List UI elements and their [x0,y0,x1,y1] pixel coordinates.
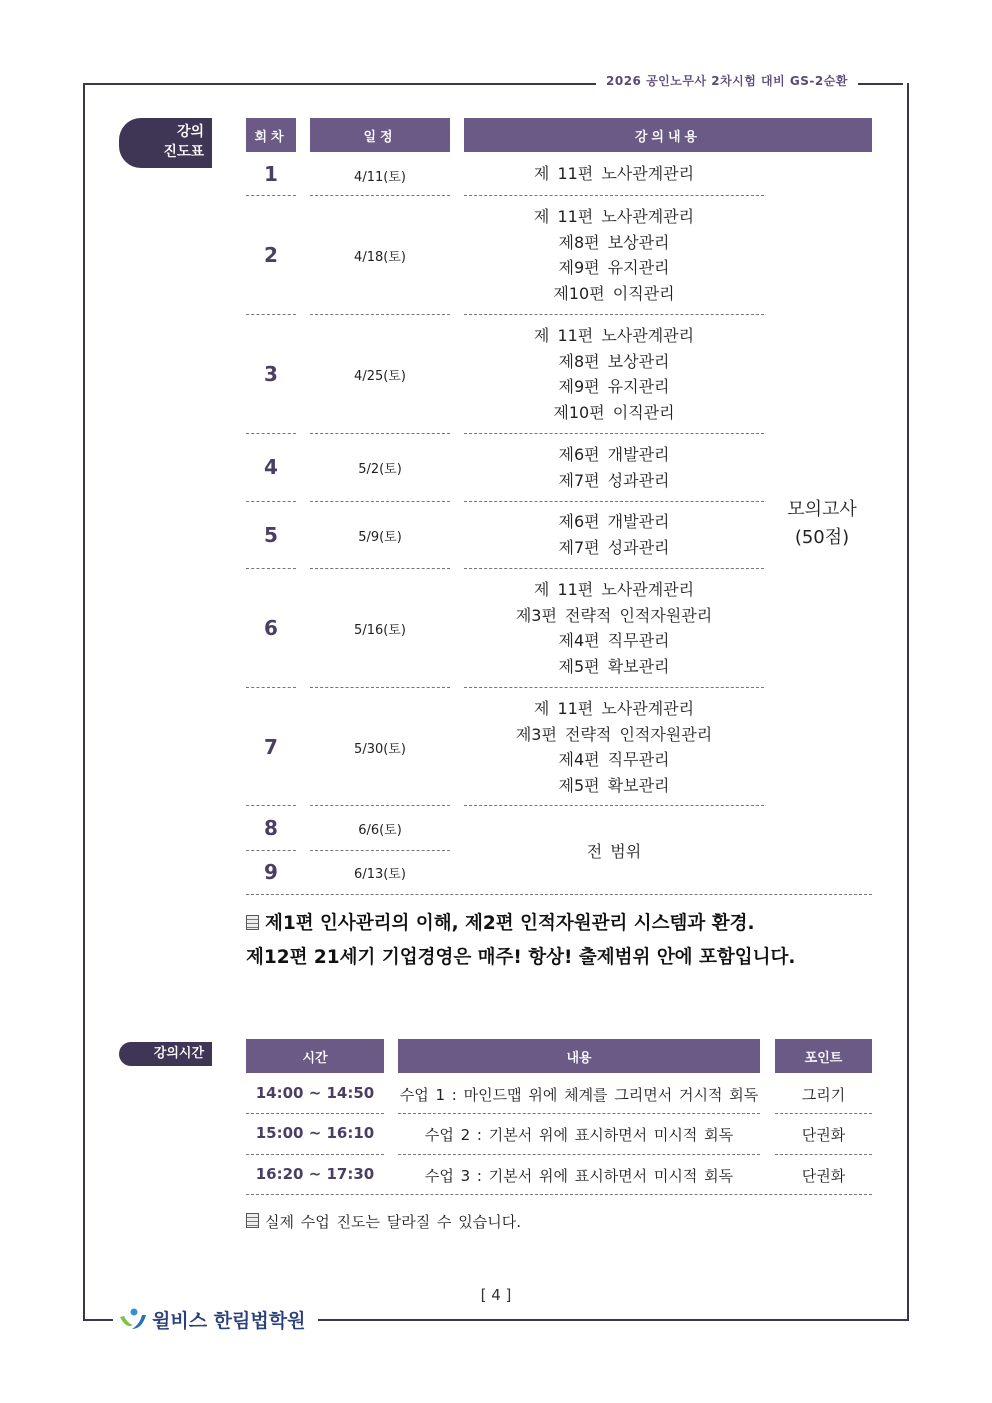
content-line: 제4편 직무관리 [558,750,670,769]
content-line: 제6편 개발관리 [558,445,670,464]
frame-right-border [907,83,909,1320]
content-line: 제10편 이직관리 [553,283,675,303]
row-divider [246,195,296,196]
row-divider [246,687,296,688]
lecture-date: 5/9(토) [358,530,402,545]
logo-mark-icon [118,1307,148,1333]
notice-text1: 제1편 인사관리의 이해, 제2편 인적자원관리 시스템과 환경. [265,913,755,934]
memo-icon [246,1213,259,1228]
timetable-section-tab: 강의시간 [119,1042,212,1066]
lecture-content [464,323,764,425]
page-number: [ 4 ] [480,1286,512,1304]
row-divider [464,314,764,315]
round-number: 3 [264,362,278,386]
col-header-content: 강의내용 [464,118,872,152]
lecture-content [464,204,764,306]
content-line: 제 11편 노사관계관리 [533,580,695,599]
row-divider [310,805,450,806]
notice-line1 [246,909,754,935]
class-content: 수업 2 : 기본서 위에 표시하면서 미시적 회독 [424,1126,734,1144]
lecture-content [464,161,764,187]
row-divider [246,1154,384,1155]
header-title: 2026 공인노무사 2차시험 대비 GS-2순환 [596,72,858,89]
class-point: 단권화 [801,1167,846,1185]
row-divider [398,1113,760,1114]
timetable-bottom-divider [246,1194,872,1195]
class-point: 그리기 [801,1086,846,1104]
schedule-tab-line1: 강의 [176,124,204,140]
mock-exam-line1: 모의고사 [787,499,857,520]
row-divider [464,687,764,688]
round-number: 7 [264,735,278,759]
frame-bottom-border [318,1319,909,1321]
content-line: 제9편 유지관리 [558,377,670,396]
row-divider [398,1154,760,1155]
row-divider [310,195,450,196]
lecture-date: 5/16(토) [354,623,406,638]
row-divider [464,805,764,806]
class-content: 수업 1 : 마인드맵 위에 체계를 그리면서 거시적 회독 [399,1086,759,1104]
round-number: 6 [264,616,278,640]
row-divider [775,1113,872,1114]
class-time: 14:00 ~ 14:50 [255,1084,375,1102]
content-line: 제8편 보상관리 [558,232,670,252]
row-divider [310,568,450,569]
content-line: 제9편 유지관리 [558,258,670,277]
row-divider [310,501,450,502]
memo-icon [246,915,259,930]
col-header-point: 포인트 [775,1039,872,1073]
round-number: 5 [264,523,278,547]
row-divider [310,433,450,434]
content-line: 제3편 전략적 인적자원관리 [515,605,713,625]
row-divider [464,568,764,569]
lecture-content [464,442,764,493]
round-number: 4 [264,455,278,479]
lecture-content [464,696,764,798]
content-line: 제 11편 노사관계관리 [533,699,695,718]
merged-content-full-range: 전 범위 [586,842,642,861]
row-divider [775,1154,872,1155]
progress-footnote [246,1211,521,1232]
content-line: 제 11편 노사관계관리 [533,207,695,226]
row-divider [246,1113,384,1114]
content-line: 제4편 직무관리 [558,631,670,650]
round-number: 9 [264,860,278,884]
logo-text: 윌비스 한림법학원 [152,1310,306,1332]
content-line: 제 11편 노사관계관리 [533,164,695,183]
col-header-class-content: 내용 [398,1039,760,1073]
round-number: 8 [264,816,278,840]
row-divider [246,501,296,502]
schedule-section-tab [119,118,212,168]
mock-exam-line2: (50점) [794,527,850,548]
row-divider [246,568,296,569]
content-line: 제5편 확보관리 [558,775,670,795]
class-point: 단권화 [801,1126,846,1144]
lecture-content [464,509,764,560]
content-line: 제7편 성과관리 [558,537,670,557]
row-divider [464,433,764,434]
col-header-date: 일정 [310,118,450,152]
lecture-date: 5/2(토) [358,462,402,477]
notice-line2: 제12편 21세기 기업경영은 매주! 항상! 출제범위 안에 포함입니다. [246,947,796,968]
content-line: 제7편 성과관리 [558,470,670,490]
row-divider [310,850,450,851]
table-bottom-divider [246,894,872,895]
row-divider [464,501,764,502]
frame-left-border [83,83,85,1320]
class-content: 수업 3 : 기본서 위에 표시하면서 미시적 회독 [424,1167,734,1185]
footnote-text: 실제 수업 진도는 달라질 수 있습니다. [265,1213,521,1231]
content-line: 제10편 이직관리 [553,402,675,422]
row-divider [310,314,450,315]
lecture-content [464,577,764,679]
row-divider [246,805,296,806]
lecture-date: 4/11(토) [354,170,406,185]
mock-exam-label [772,496,872,552]
frame-bottom-border-left [83,1319,113,1321]
round-number: 1 [264,162,278,186]
content-line: 제8편 보상관리 [558,351,670,371]
content-line: 제5편 확보관리 [558,656,670,676]
lecture-date: 6/13(토) [354,867,406,882]
lecture-date: 4/18(토) [354,250,406,265]
lecture-date: 6/6(토) [358,823,402,838]
content-line: 제6편 개발관리 [558,512,670,531]
lecture-date: 4/25(토) [354,369,406,384]
row-divider [246,850,296,851]
row-divider [246,314,296,315]
schedule-tab-line2: 진도표 [163,144,204,160]
row-divider [310,687,450,688]
row-divider [246,433,296,434]
class-time: 15:00 ~ 16:10 [255,1124,375,1142]
academy-logo [118,1306,305,1333]
content-line: 제 11편 노사관계관리 [533,326,695,345]
col-header-time: 시간 [246,1039,384,1073]
round-number: 2 [264,243,278,267]
col-header-round: 회차 [246,118,296,152]
content-line: 제3편 전략적 인적자원관리 [515,724,713,744]
row-divider [464,195,764,196]
class-time: 16:20 ~ 17:30 [255,1165,375,1183]
lecture-date: 5/30(토) [354,742,406,757]
